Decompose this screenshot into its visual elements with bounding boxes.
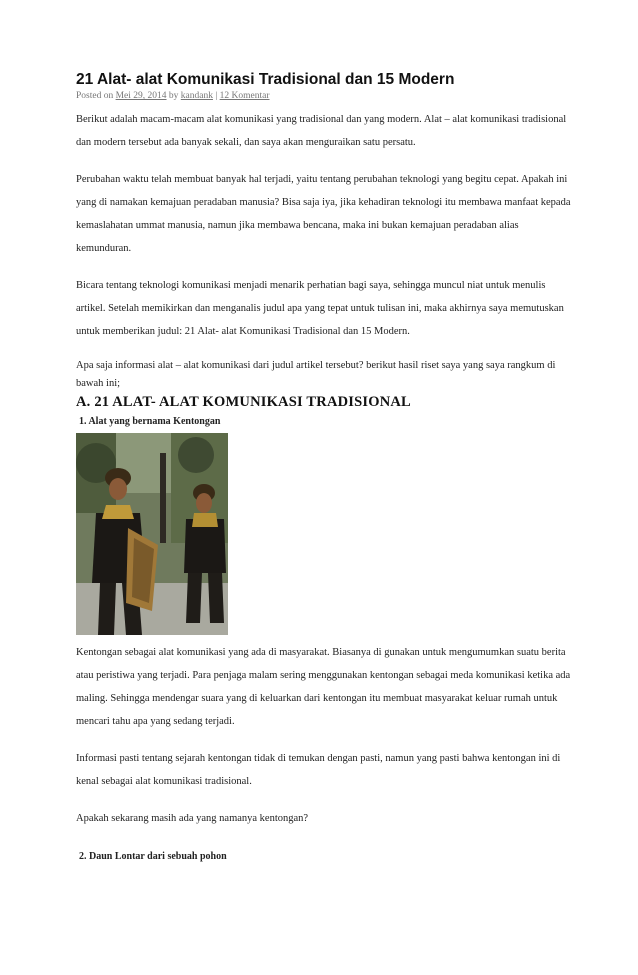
section-heading: A. 21 ALAT- ALAT KOMUNIKASI TRADISIONAL <box>76 394 411 410</box>
kentongan-photo <box>76 433 228 635</box>
post-meta <box>76 90 576 102</box>
article-title: 21 Alat- alat Komunikasi Tradisional dan 15 Modern <box>76 71 455 88</box>
intro-paragraph-1: Berikut adalah macam-macam alat komunikasi yang tradisional dan yang modern. Alat – alat komunikasi tradisional dan modern tersebut ada banyak sekali, dan saya akan menguraikan satu persatu. <box>76 114 567 148</box>
item-1-paragraph-1: Kentongan sebagai alat komunikasi yang ada di masyarakat. Biasanya di gunakan untuk mengumumkan suatu berita atau peristiwa yang terjadi. Para penjaga malam sering menggunakan kentongan sebagai meda komunikasi ketika ada maling. Sehingga mendengar suara yang di keluarkan dari kentongan itu membuat masyarakat keluar rumah untuk mencari tahu apa yang sedang terjadi. <box>76 647 571 727</box>
item-1-heading: 1. Alat yang bernama Kentongan <box>79 416 221 427</box>
item-1-paragraph-3: Apakah sekarang masih ada yang namanya kentongan? <box>76 813 309 824</box>
intro-paragraph-4: Apa saja informasi alat – alat komunikasi dari judul artikel tersebut? berikut hasil riset saya yang saya rangkum di bawah ini; <box>76 360 556 389</box>
item-1-paragraph-2: Informasi pasti tentang sejarah kentongan tidak di temukan dengan pasti, namun yang pasti bahwa kentongan ini di kenal sebagai alat komunikasi tradisional. <box>76 753 561 787</box>
intro-paragraph-3: Bicara tentang teknologi komunikasi menjadi menarik perhatian bagi saya, sehingga muncul niat untuk menulis artikel. Setelah memikirkan dan menganalis judul apa yang tepat untuk tulisan ini, maka akhirnya saya memutuskan untuk memberikan judul: 21 Alat- alat Komunikasi Tradisional dan 15 Modern. <box>76 280 564 337</box>
comments-link[interactable]: 12 Komentar <box>219 91 270 101</box>
item-2-heading: 2. Daun Lontar dari sebuah pohon <box>79 851 227 862</box>
intro-paragraph-2: Perubahan waktu telah membuat banyak hal terjadi, yaitu tentang perubahan teknologi yang begitu cepat. Apakah ini yang di namakan kemajuan peradaban manusia? Bisa saja iya, jika kehadiran teknologi itu membawa manfaat kepada kemaslahatan ummat manusia, namun jika membawa bencana, maka ini bukan kemajuan peradaban alias kemunduran. <box>76 174 571 254</box>
posted-on-label: Posted on <box>76 91 116 101</box>
by-label: by <box>166 91 181 101</box>
post-date-link[interactable]: Mei 29, 2014 <box>115 91 167 101</box>
meta-separator: | <box>212 91 220 101</box>
article <box>76 70 576 864</box>
author-link[interactable]: kandank <box>180 91 213 101</box>
